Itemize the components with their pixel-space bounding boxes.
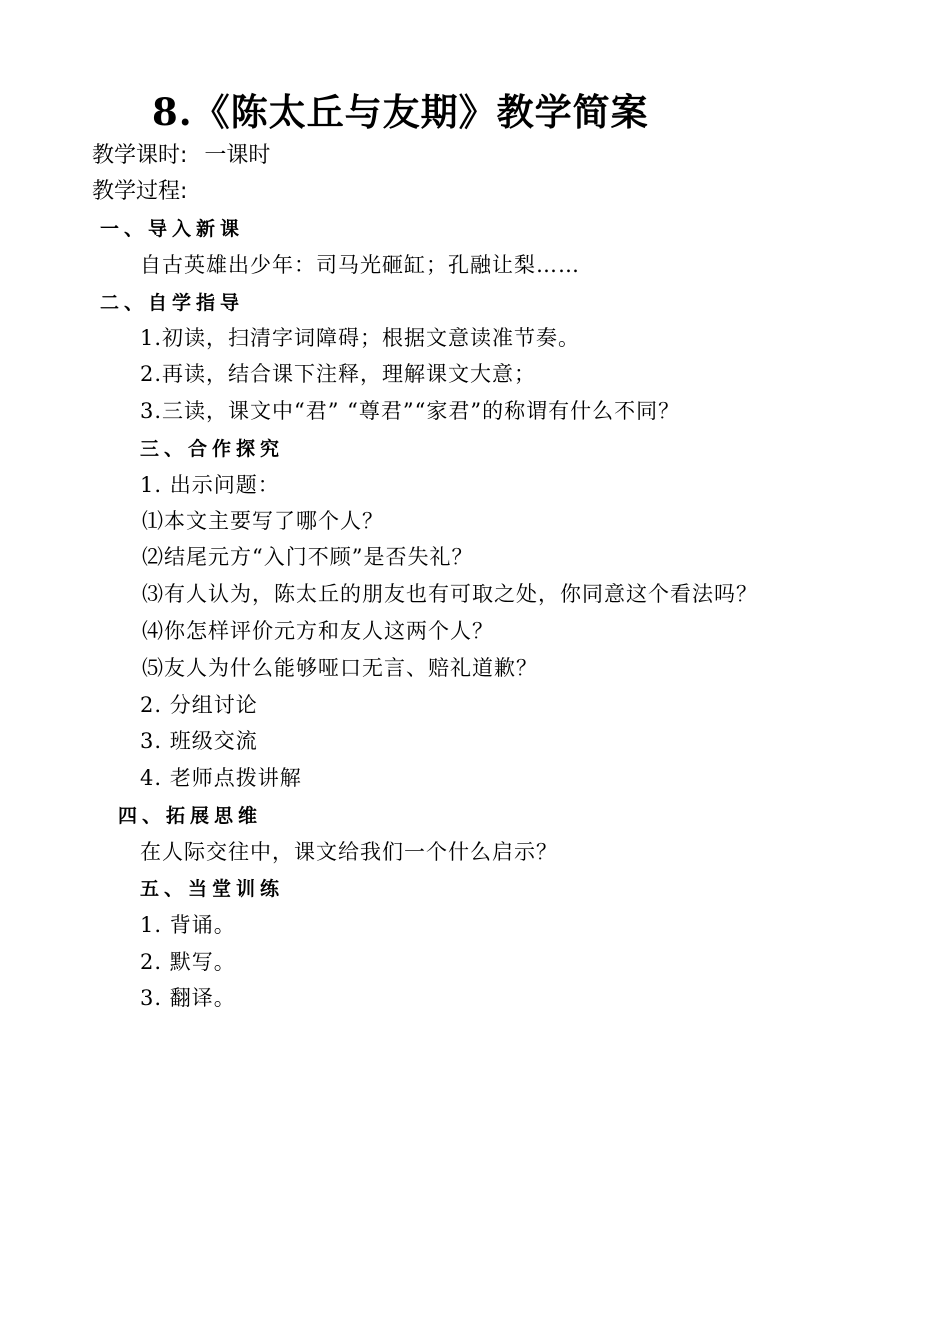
section-4-item-1: 在人际交往中，课文给我们一个什么启示？	[140, 840, 558, 864]
lesson-time-row	[92, 145, 270, 167]
section-heading-1: 一、导入新课	[100, 218, 245, 240]
section-5-item-1: 1. 背诵。	[140, 913, 236, 937]
section-3-item-6: ⑸友人为什么能够哑口无言、赔礼道歉？	[142, 656, 538, 680]
section-3-item-1: 1. 出示问题：	[140, 473, 280, 497]
lesson-time-label: 教学课时:	[92, 143, 188, 168]
section-2-item-3: 3.三读，课文中“君” “尊君”“家君”的称谓有什么不同？	[140, 399, 681, 423]
section-5-item-3: 3. 翻译。	[140, 986, 236, 1010]
section-1-item-1: 自古英雄出少年：司马光砸缸；孔融让梨……	[140, 253, 580, 277]
section-3-item-5: ⑷你怎样评价元方和友人这两个人？	[142, 619, 494, 643]
section-3-item-8: 3. 班级交流	[140, 729, 258, 753]
section-3-item-4: ⑶有人认为，陈太丘的朋友也有可取之处，你同意这个看法吗？	[142, 582, 758, 606]
section-heading-3: 三、合作探究	[140, 438, 285, 460]
section-2-item-1: 1.初读，扫清字词障碍；根据文意读准节奏。	[140, 326, 581, 350]
section-heading-2: 二、自学指导	[100, 292, 245, 314]
section-3-item-3: ⑵结尾元方“入门不顾”是否失礼？	[142, 545, 474, 569]
page-title: 8.《陈太丘与友期》教学简案	[152, 90, 649, 134]
lesson-time-value: 一课时	[204, 143, 271, 168]
section-heading-4: 四、拓展思维	[118, 805, 263, 827]
section-heading-5: 五、当堂训练	[140, 878, 285, 900]
section-2-item-2: 2.再读，结合课下注释，理解课文大意；	[140, 362, 537, 386]
section-3-item-7: 2. 分组讨论	[140, 693, 258, 717]
section-3-item-2: ⑴本文主要写了哪个人？	[142, 509, 384, 533]
section-3-item-9: 4. 老师点拨讲解	[140, 766, 302, 790]
section-5-item-2: 2. 默写。	[140, 950, 236, 974]
process-label: 教学过程:	[92, 179, 188, 204]
